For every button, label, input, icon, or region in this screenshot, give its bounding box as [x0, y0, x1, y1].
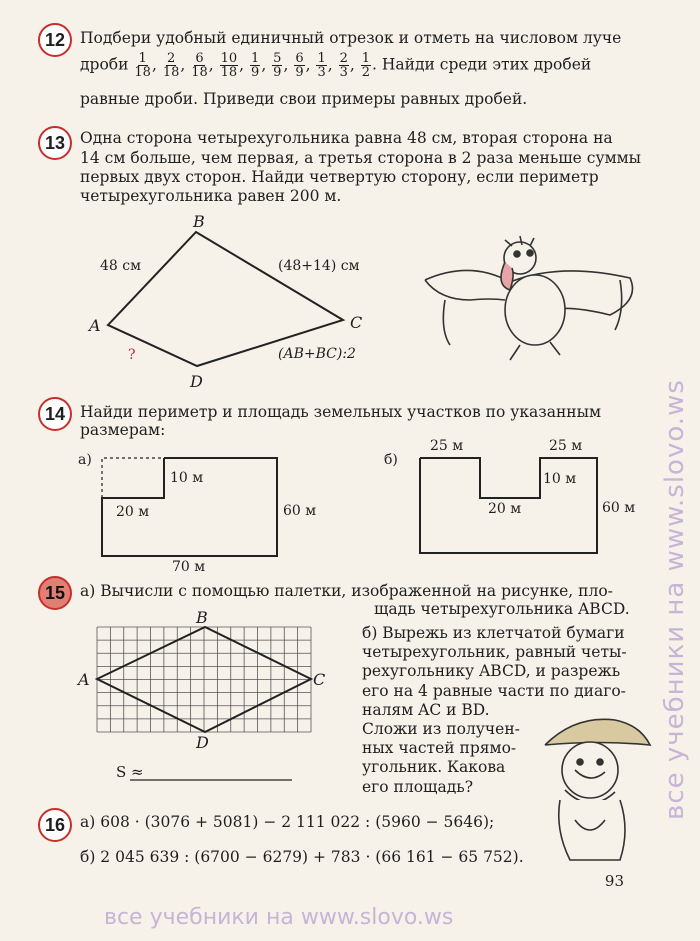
fraction-separator: , [305, 55, 316, 74]
side-da-label: ? [128, 347, 136, 363]
plot-a-60m: 60 м [283, 503, 317, 519]
fraction-numerator: 1 [317, 51, 326, 66]
fraction-numerator: 2 [166, 51, 176, 66]
plot-a-10m: 10 м [170, 470, 204, 486]
rhombus-vertex-b: B [196, 608, 208, 627]
page-number: 93 [604, 872, 624, 890]
task-14-line2: размерам: [80, 421, 166, 439]
area-label: S ≈ [116, 763, 144, 781]
bird-illustration [425, 236, 633, 360]
task-15-number: 15 [44, 582, 66, 603]
rhombus-vertex-d: D [196, 733, 209, 752]
palette-grid [97, 627, 311, 732]
plot-b-25m-right: 25 м [549, 438, 583, 454]
task-12-line3: равные дроби. Приведи свои примеры равных дробей. [80, 90, 528, 108]
fraction-numerator: 1 [361, 51, 371, 66]
watermark-vertical: все учебники на www.slovo.ws [660, 379, 690, 820]
task-15-b-line: налям AC и BD. [362, 700, 490, 719]
plot-a-20m: 20 м [116, 504, 150, 520]
task-14-badge [38, 397, 72, 431]
task-15-b-line: угольник. Какова [362, 758, 506, 777]
task-15-b-line: б) Вырежь из клетчатой бумаги [362, 624, 625, 642]
fraction-denominator: 18 [134, 65, 151, 80]
fraction-denominator: 18 [162, 65, 180, 80]
fraction-denominator: 9 [273, 65, 282, 80]
fraction-separator: , [239, 55, 250, 74]
vertex-d: D [190, 372, 203, 391]
fraction-numerator: 1 [251, 51, 260, 66]
plot-b-20m: 20 м [488, 501, 522, 517]
task-13-number: 13 [44, 132, 66, 153]
task-15-a-line2: щадь четырехугольника ABCD. [374, 600, 630, 618]
task-15-b-line: его на 4 равные части по диаго- [362, 681, 626, 700]
fraction-denominator: 9 [251, 65, 260, 80]
fraction-denominator: 3 [339, 65, 348, 80]
fraction-denominator: 9 [295, 65, 304, 80]
task-14-line1: Найди периметр и площадь земельных участков по указанным [80, 403, 602, 421]
fraction-separator: , [208, 55, 219, 74]
task-15-b-line: Сложи из получен- [362, 720, 520, 738]
fraction-numerator: 2 [339, 51, 348, 66]
plot-a-label: а) [78, 452, 92, 468]
task-13-line3: первых двух сторон. Найди четвертую сторону, если периметр [80, 168, 599, 186]
fraction-numerator: 1 [138, 51, 147, 66]
plot-b-60m: 60 м [602, 500, 636, 516]
task-13-line1: Одна сторона четырехугольника равна 48 см, вторая сторона на [80, 129, 613, 147]
task-15-a-line1: а) Вычисли с помощью палетки, изображенной на рисунке, пло- [80, 582, 613, 600]
fraction-denominator: 18 [191, 65, 208, 80]
task-12-suffix: . Найди среди этих дробей [372, 55, 592, 74]
plot-a-70m: 70 м [172, 559, 206, 575]
task-13-line4: четырехугольника равен 200 м. [80, 187, 342, 205]
task-15-b-line: ных частей прямо- [362, 739, 517, 758]
task-16-badge [38, 808, 72, 842]
fraction-numerator: 6 [295, 51, 304, 66]
vertex-c: C [350, 313, 363, 332]
task-13-line2: 14 см больше, чем первая, а третья сторона в 2 раза меньше суммы [80, 149, 642, 167]
fraction-denominator: 2 [361, 65, 371, 80]
fraction-numerator: 10 [220, 51, 238, 66]
fraction-separator: , [283, 55, 294, 74]
rhombus-vertex-c: C [313, 670, 326, 689]
task-15-b-line: рехугольнику ABCD, и разрежь [362, 662, 621, 681]
task-16-a: а) 608 · (3076 + 5081) − 2 111 022 : (5960 − 5646); [80, 813, 495, 831]
fraction-numerator: 6 [195, 51, 204, 66]
pirate-illustration [545, 719, 650, 860]
task-15-b-line: четырехугольник, равный четы- [362, 643, 627, 662]
fraction-numerator: 5 [273, 51, 282, 66]
fraction-separator: , [261, 55, 272, 74]
task-14-number: 14 [44, 403, 66, 424]
task-16-number: 16 [44, 814, 66, 835]
side-cd-label: (AB+BC):2 [278, 346, 356, 362]
task-15-badge [38, 576, 72, 610]
vertex-b: B [193, 212, 205, 231]
fraction-separator: , [151, 55, 162, 74]
task-15-b-line: его площадь? [362, 777, 474, 796]
fraction-separator: , [349, 55, 360, 74]
plot-b-10m: 10 м [543, 471, 577, 487]
fraction-denominator: 18 [220, 65, 238, 80]
watermark-bottom: все учебники на www.slovo.ws [104, 905, 454, 930]
side-ab-label: 48 см [100, 258, 141, 274]
fraction-separator: , [327, 55, 338, 74]
plot-b-label: б) [384, 452, 398, 468]
task-12-number: 12 [44, 29, 66, 50]
task-12-prefix: дроби [80, 55, 129, 74]
side-bc-label: (48+14) см [278, 258, 360, 274]
plot-b-25m-left: 25 м [430, 438, 464, 454]
rhombus-vertex-a: A [78, 670, 90, 689]
vertex-a: A [89, 316, 101, 335]
task-16-b: б) 2 045 639 : (6700 − 6279) + 783 · (66 161 − 65 752). [80, 848, 524, 866]
task-12-line1: Подбери удобный единичный отрезок и отметь на числовом луче [80, 29, 622, 47]
fraction-denominator: 3 [317, 65, 326, 80]
fraction-separator: , [180, 55, 191, 74]
